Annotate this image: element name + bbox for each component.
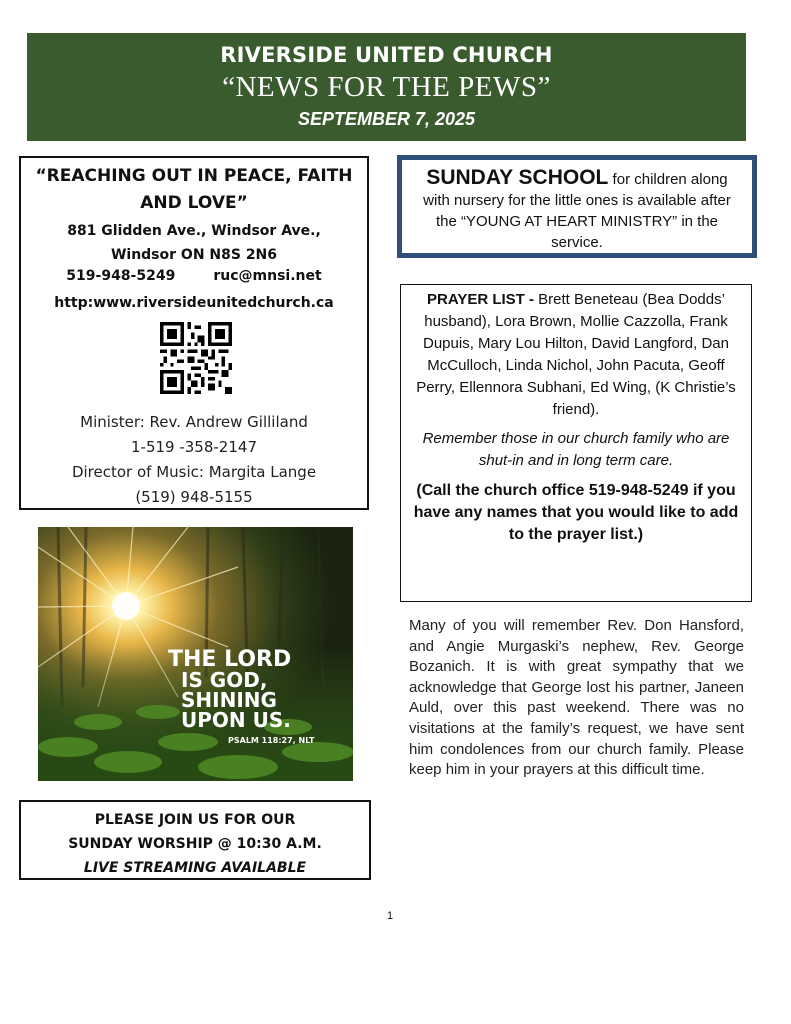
worship-time: SUNDAY WORSHIP @ 10:30 A.M.: [68, 836, 322, 852]
contact-row: [21, 268, 367, 284]
announcement-paragraph: Many of you will remember Rev. Don Hansford, and Angie Murgaski’s nephew, Rev. George Bozanich. It is with great sympathy that we acknowledge that George lost his partner, Janeen Auld, over this past weekend. There was no visitations at the family’s request, we have sent him condolences from our church family. Please keep him in your prayers at this difficult time.: [409, 617, 744, 779]
church-email[interactable]: ruc@mnsi.net: [213, 268, 322, 284]
address-line-1: 881 Glidden Ave., Windsor Ave.,: [67, 223, 321, 239]
church-address: [21, 219, 367, 267]
music-director-name: Director of Music: Margita Lange: [71, 463, 317, 481]
minister-name: Minister: Rev. Andrew Gilliland: [80, 413, 308, 431]
minister-phone: 1-519 -358-2147: [131, 438, 257, 456]
prayer-list-names: [409, 289, 743, 421]
prayer-list-text: Brett Beneteau (Bea Dodds’ husband), Lora Brown, Mollie Cazzolla, Frank Dupuis, Mary Lou Hilton, David Langford, Dan McCulloch, Linda Nichol, John Pacuta, Geoff Perry, Ellennora Subhani, Ed Wing, (K Christie’s friend).: [416, 291, 736, 418]
image-text-line4: UPON US.: [181, 708, 291, 732]
image-text-line2: IS GOD,: [181, 668, 268, 692]
address-line-2: Windsor ON N8S 2N6: [110, 247, 278, 263]
newsletter-date: SEPTEMBER 7, 2025: [297, 109, 476, 129]
church-name: RIVERSIDE UNITED CHURCH: [220, 43, 553, 67]
newsletter-banner: [27, 33, 746, 141]
qr-code-icon: [160, 322, 232, 394]
prayer-call-note: (Call the church office 519-948-5249 if you have any names that you would like to add to the prayer list.): [413, 482, 739, 543]
prayer-list-heading: PRAYER LIST -: [427, 291, 539, 308]
sunday-school-title: SUNDAY SCHOOL: [426, 166, 609, 189]
livestream-note: LIVE STREAMING AVAILABLE: [83, 860, 307, 876]
prayer-remember-note: Remember those in our church family who are shut-in and in long term care.: [422, 430, 730, 469]
sunday-school-box: [397, 155, 757, 258]
image-text-line3: SHINING: [181, 688, 277, 712]
newsletter-title: “NEWS FOR THE PEWS”: [222, 71, 551, 103]
scripture-image: [38, 527, 353, 781]
church-motto: “REACHING OUT IN PEACE, FAITH AND LOVE”: [35, 166, 353, 213]
staff-contacts: [21, 410, 367, 510]
church-info-box: [19, 156, 369, 510]
church-website[interactable]: http:www.riversideunitedchurch.ca: [54, 295, 334, 311]
music-director-phone: (519) 948-5155: [135, 488, 253, 506]
worship-box: [19, 800, 371, 880]
church-phone: 519-948-5249: [66, 268, 176, 284]
image-citation: PSALM 118:27, NLT: [228, 736, 315, 745]
prayer-list-box: [400, 284, 752, 602]
worship-invite: PLEASE JOIN US FOR OUR: [94, 812, 296, 828]
page-number: 1: [386, 910, 394, 922]
sunday-school-text: for children along with nursery for the little ones is available after the “YOUNG AT HEART MINISTRY” in the service.: [423, 171, 731, 251]
image-text-line1: THE LORD: [168, 647, 292, 672]
